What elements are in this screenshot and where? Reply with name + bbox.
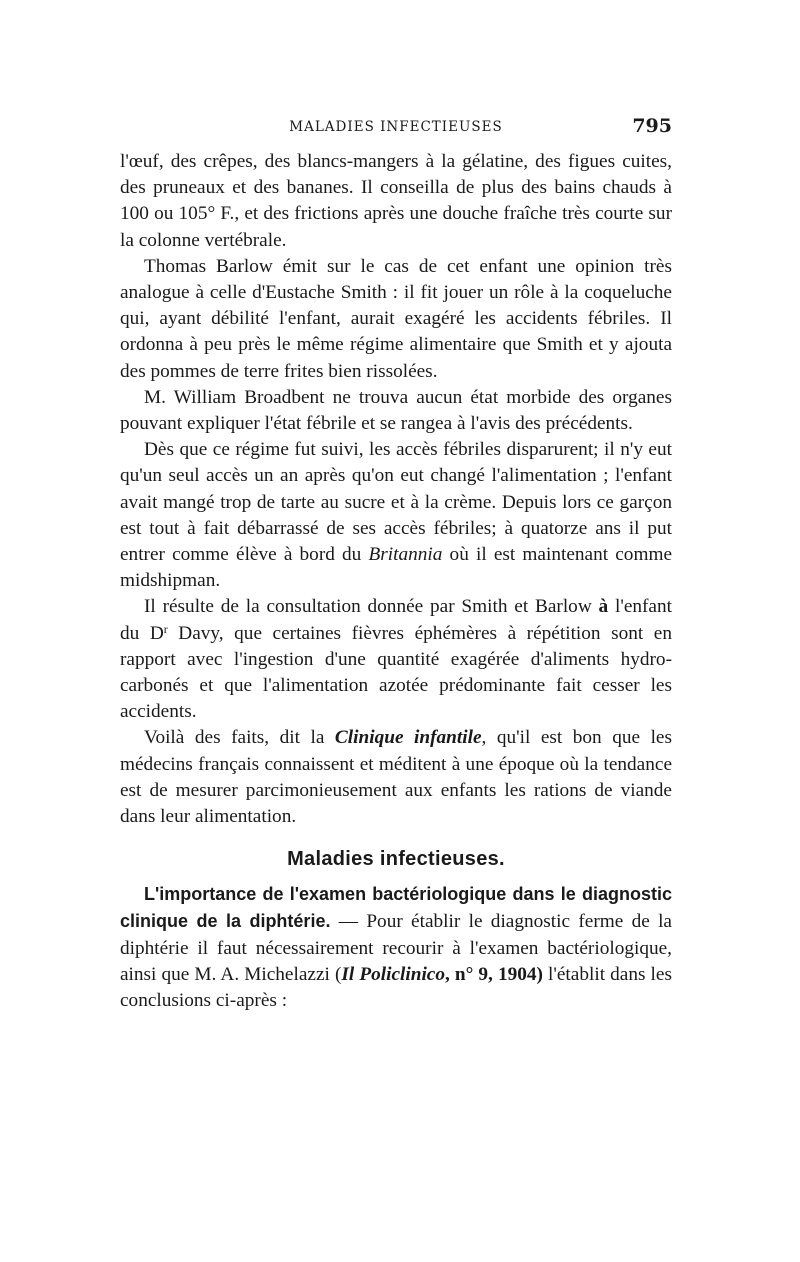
running-title: MALADIES INFECTIEUSES [289, 119, 503, 135]
paragraph-regime-end: où il est maintenant comme midshipman. [120, 544, 672, 592]
citation-issue: , n° 9, 1904) [445, 963, 543, 985]
section-heading: Maladies infectieuses. [287, 848, 505, 871]
paragraph-consultation [120, 594, 672, 725]
paragraph-broadbent: M. William Broadbent ne trouva aucun état morbide des organes pouvant expliquer l'état fébrile et se rangea à l'avis des précédents. [120, 386, 672, 435]
book-page [120, 115, 672, 1014]
paragraph-consultation-mid: l'enfant du D [120, 596, 672, 644]
ship-name: Britannia [368, 544, 443, 566]
paragraph-regime [120, 437, 672, 594]
paragraph-conclusion-text: Voilà des faits, dit la [144, 727, 335, 749]
running-head [120, 115, 672, 145]
page-number: 795 [632, 115, 672, 137]
paragraph-consultation-a: à [598, 596, 609, 618]
entry-text: — Pour établir le diagnostic ferme de la diphtérie il faut nécessairement recourir à l'examen bactériologique, ainsi que M. A. Michelazzi ( [120, 911, 672, 985]
paragraph-barlow: Thomas Barlow émit sur le cas de cet enfant une opinion très analogue à celle d'Eustache Smith : il fit jouer un rôle à la coqueluche qui, ayant débilité l'enfant, aurait exagéré les accidents fébriles. Il ordonna à peu près le même régime alimentaire que Smith et y ajouta des pommes de terre frites bien rissolées. [120, 255, 672, 382]
paragraph-consultation-text: Il résulte de la consultation donnée par Smith et Barlow [144, 596, 599, 618]
journal-name: Clinique infantile [334, 727, 482, 749]
entry-title: L'importance de l'examen bactériologique dans le diagnostic clinique de la diphtérie. [120, 884, 672, 932]
citation-journal: Il Policlinico [341, 963, 445, 985]
paragraph-conclusion-end: , qu'il est bon que les médecins français connaissent et méditent à une époque où la tendance est de mesurer parcimonieusement aux enfants les rations de viande dans leur alimentation. [120, 727, 672, 828]
entry-text-end: l'établit dans les conclusions ci-après : [120, 963, 672, 1012]
paragraph-consultation-end: Davy, que certaines fièvres éphémères à répétition sont en rapport avec l'ingestion d'une quantité exagérée d'aliments hydro-carbonés et que l'alimentation azotée prédominante fait cesser les accidents. [120, 622, 672, 723]
paragraph-continued: l'œuf, des crêpes, des blancs-mangers à la gélatine, des figues cuites, des pruneaux et des bananes. Il conseilla de plus des bains chauds à 100 ou 105° F., et des frictions après une douche fraîche très courte sur la colonne vertébrale. [120, 151, 672, 251]
entry-paragraph [120, 881, 672, 1014]
doctor-superscript: r [163, 621, 168, 636]
paragraph-regime-text: Dès que ce régime fut suivi, les accès fébriles disparurent; il n'y eut qu'un seul accès un an après qu'on eut changé l'alimentation ; l'enfant avait mangé trop de tarte au sucre et à la crème. Depuis lors ce garçon est tout à fait débarrassé de ses accès fébriles; à quatorze ans il put entrer comme élève à bord du [120, 439, 672, 566]
paragraph-conclusion [120, 725, 672, 830]
